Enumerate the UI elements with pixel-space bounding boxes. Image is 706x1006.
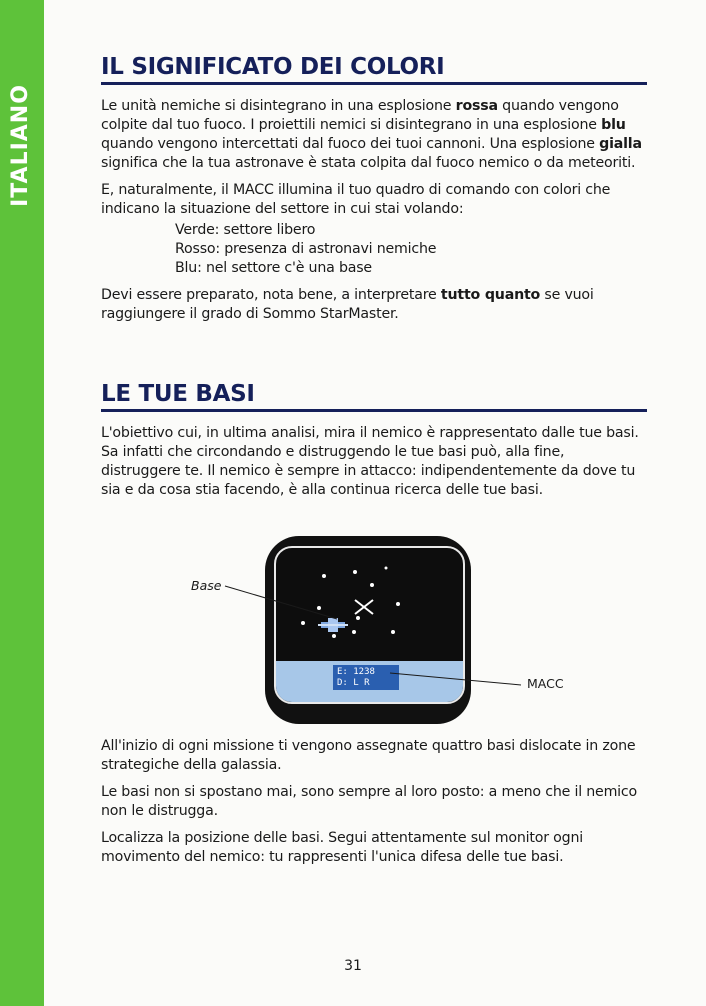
bases-paragraph-4: Localizza la posizione delle basi. Segui attentamente sul monitor ogni movimento del nemico: tu rappresenti l'unica difesa delle tue basi. — [101, 830, 583, 865]
energy-readout: E: 1238 — [337, 667, 375, 677]
callout-lines — [185, 530, 585, 730]
language-tab-label: ITALIANO — [7, 83, 33, 207]
section-bases-continued — [101, 737, 647, 867]
colors-paragraph-1: Le unità nemiche si disintegrano in una esplosione rossa quando vengono colpite dal tuo fuoco. I proiettili nemici si disintegrano in una esplosione blu quando vengono intercettati dal fuoco dei tuoi cannoni. Una esplosione gialla significa che la tua astronave è stata colpita dal fuoco nemico o da meteoriti. — [101, 98, 642, 171]
damage-readout: D: L R — [337, 678, 370, 688]
monitor-illustration — [185, 530, 585, 730]
section-colors-heading: IL SIGNIFICATO DEI COLORI — [101, 54, 647, 85]
page-number: 31 — [344, 958, 362, 974]
bases-paragraph-3: Le basi non si spostano mai, sono sempre al loro posto: a meno che il nemico non le distrugga. — [101, 784, 638, 819]
sector-color-list — [175, 221, 647, 278]
list-item: Rosso: presenza di astronavi nemiche — [175, 241, 437, 257]
colors-paragraph-3: Devi essere preparato, nota bene, a interpretare tutto quanto se vuoi raggiungere il grado di Sommo StarMaster. — [101, 287, 594, 322]
language-tab — [0, 60, 40, 230]
colors-paragraph-2: E, naturalmente, il MACC illumina il tuo quadro di comando con colori che indicano la situazione del settore in cui stai volando: — [101, 182, 611, 217]
section-colors — [101, 54, 647, 324]
bases-paragraph-1: L'obiettivo cui, in ultima analisi, mira il nemico è rappresentato dalle tue basi. Sa infatti che circondando e distruggendo le tue basi può, alla fine, distruggere te. Il nemico è sempre in attacco: indipendentemente da dove tu sia e da cosa stia facendo, è alla continua ricerca delle tue basi. — [101, 425, 639, 498]
list-item: Verde: settore libero — [175, 222, 316, 238]
bases-paragraph-2: All'inizio di ogni missione ti vengono assegnate quattro basi dislocate in zone strategiche della galassia. — [101, 738, 636, 773]
list-item: Blu: nel settore c'è una base — [175, 260, 372, 276]
base-callout-label: Base — [191, 578, 222, 593]
section-bases — [101, 381, 647, 500]
section-bases-heading: LE TUE BASI — [101, 381, 647, 412]
macc-callout-label: MACC — [527, 676, 564, 691]
